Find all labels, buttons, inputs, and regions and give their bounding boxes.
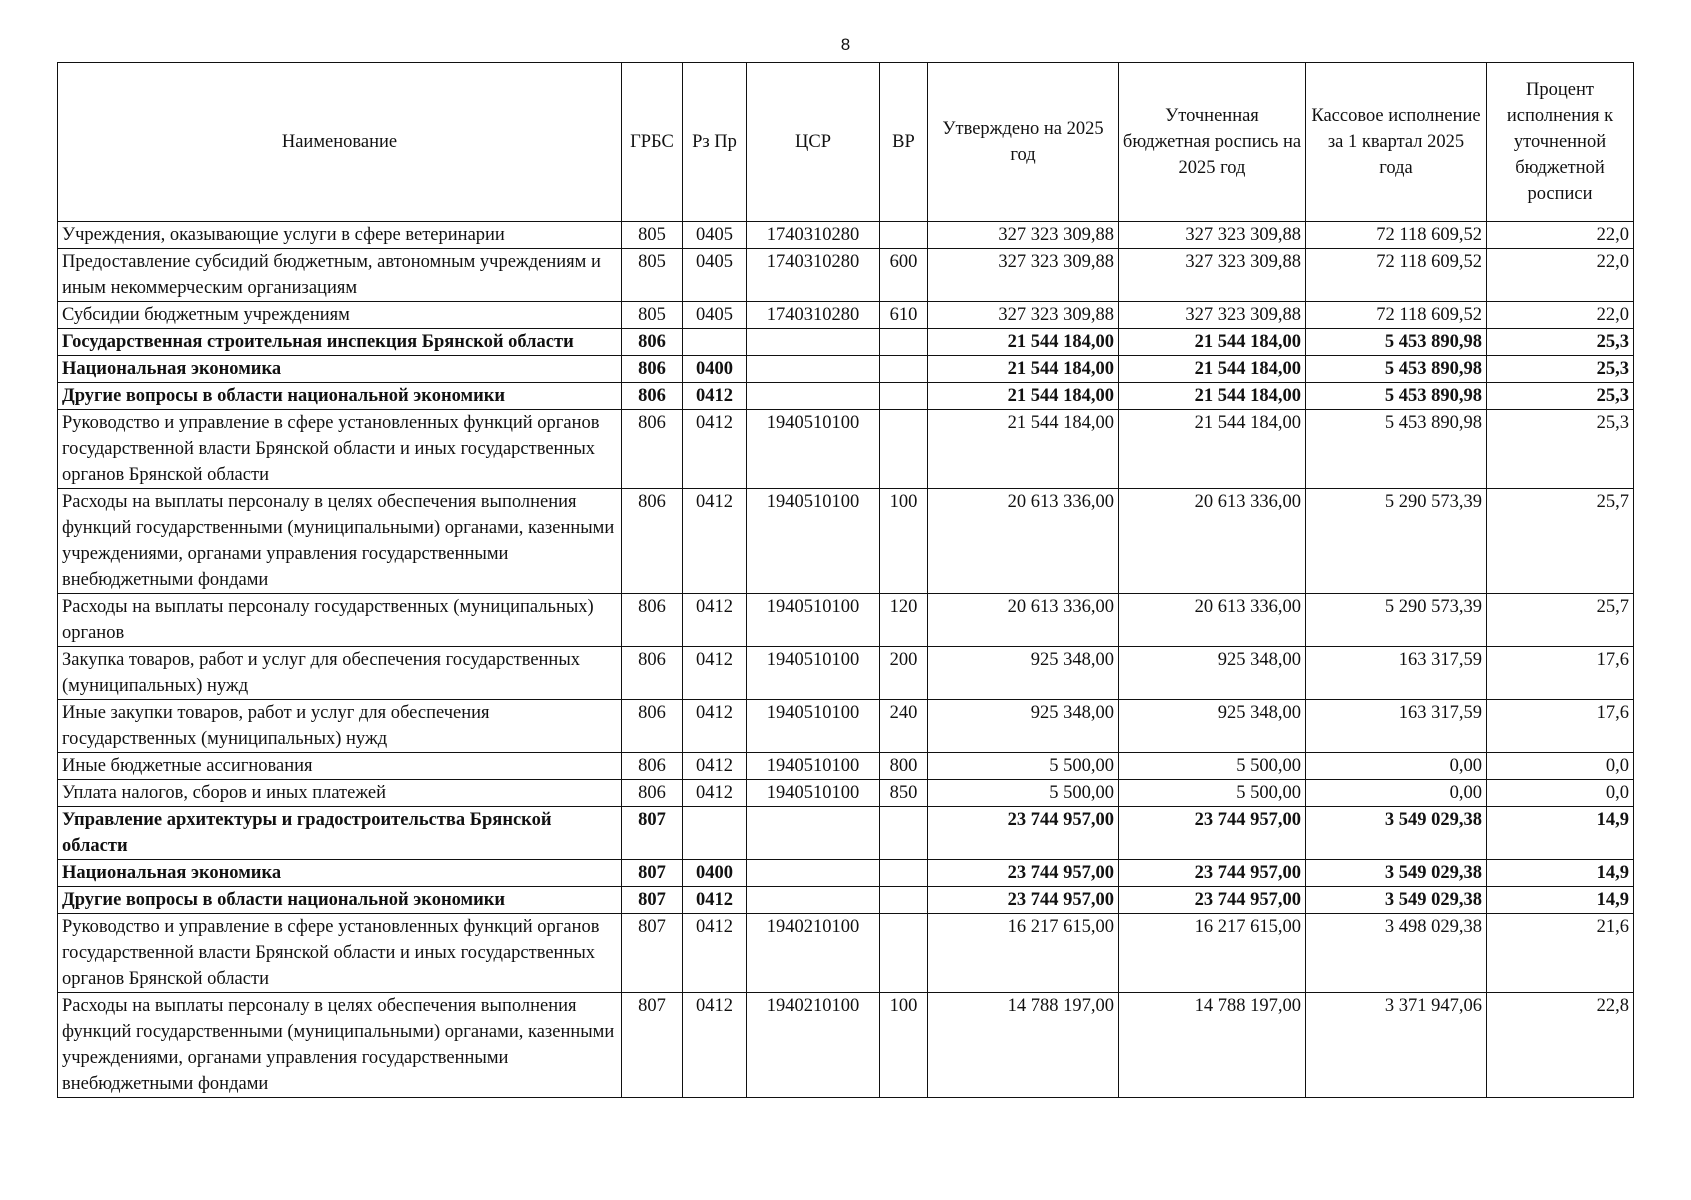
row-approved: 20 613 336,00	[928, 489, 1119, 594]
row-refined: 327 323 309,88	[1119, 249, 1306, 302]
row-grbs: 805	[622, 222, 683, 249]
row-csr: 1940510100	[747, 594, 880, 647]
row-csr	[747, 887, 880, 914]
row-cash: 5 453 890,98	[1306, 410, 1487, 489]
header-csr: ЦСР	[747, 63, 880, 222]
row-vr: 600	[880, 249, 928, 302]
table-row	[58, 356, 1634, 383]
row-grbs: 807	[622, 993, 683, 1098]
row-grbs: 806	[622, 489, 683, 594]
header-vr: ВР	[880, 63, 928, 222]
row-rzpr: 0412	[683, 410, 747, 489]
row-grbs: 806	[622, 700, 683, 753]
row-grbs: 806	[622, 780, 683, 807]
row-grbs: 805	[622, 302, 683, 329]
row-percent: 21,6	[1487, 914, 1634, 993]
row-refined: 925 348,00	[1119, 700, 1306, 753]
row-vr	[880, 329, 928, 356]
row-rzpr: 0405	[683, 249, 747, 302]
row-grbs: 807	[622, 807, 683, 860]
row-name: Другие вопросы в области национальной экономики	[58, 383, 622, 410]
row-percent: 14,9	[1487, 807, 1634, 860]
row-cash: 5 290 573,39	[1306, 489, 1487, 594]
row-csr: 1940510100	[747, 700, 880, 753]
row-name: Руководство и управление в сфере установленных функций органов государственной власти Брянской области и иных государственных органов Брянской области	[58, 410, 622, 489]
row-cash: 5 290 573,39	[1306, 594, 1487, 647]
row-name: Другие вопросы в области национальной экономики	[58, 887, 622, 914]
row-cash: 3 371 947,06	[1306, 993, 1487, 1098]
row-csr: 1940510100	[747, 753, 880, 780]
row-vr	[880, 222, 928, 249]
row-name: Руководство и управление в сфере установленных функций органов государственной власти Брянской области и иных государственных органов Брянской области	[58, 914, 622, 993]
row-percent: 14,9	[1487, 887, 1634, 914]
row-rzpr: 0400	[683, 356, 747, 383]
row-grbs: 806	[622, 410, 683, 489]
row-cash: 3 549 029,38	[1306, 887, 1487, 914]
row-csr: 1940510100	[747, 780, 880, 807]
row-csr	[747, 383, 880, 410]
row-name: Иные бюджетные ассигнования	[58, 753, 622, 780]
row-vr: 610	[880, 302, 928, 329]
row-percent: 25,7	[1487, 594, 1634, 647]
row-percent: 0,0	[1487, 753, 1634, 780]
row-vr	[880, 860, 928, 887]
row-csr: 1940210100	[747, 993, 880, 1098]
row-csr: 1940510100	[747, 489, 880, 594]
row-rzpr: 0412	[683, 780, 747, 807]
row-cash: 0,00	[1306, 753, 1487, 780]
row-refined: 327 323 309,88	[1119, 222, 1306, 249]
row-percent: 22,0	[1487, 222, 1634, 249]
table-row	[58, 780, 1634, 807]
row-approved: 14 788 197,00	[928, 993, 1119, 1098]
row-refined: 23 744 957,00	[1119, 887, 1306, 914]
row-rzpr: 0412	[683, 383, 747, 410]
row-rzpr: 0405	[683, 222, 747, 249]
row-cash: 5 453 890,98	[1306, 329, 1487, 356]
row-cash: 5 453 890,98	[1306, 356, 1487, 383]
row-percent: 17,6	[1487, 700, 1634, 753]
row-grbs: 807	[622, 860, 683, 887]
table-row	[58, 753, 1634, 780]
row-csr	[747, 329, 880, 356]
header-name: Наименование	[58, 63, 622, 222]
row-name: Расходы на выплаты персоналу в целях обеспечения выполнения функций государственными (муниципальными) органами, казенными учреждениями, органами управления государственными внебюджетными фондами	[58, 489, 622, 594]
row-name: Закупка товаров, работ и услуг для обеспечения государственных (муниципальных) нужд	[58, 647, 622, 700]
row-name: Национальная экономика	[58, 860, 622, 887]
row-approved: 23 744 957,00	[928, 887, 1119, 914]
row-grbs: 807	[622, 887, 683, 914]
row-cash: 72 118 609,52	[1306, 302, 1487, 329]
row-vr	[880, 410, 928, 489]
row-csr	[747, 807, 880, 860]
table-row	[58, 594, 1634, 647]
row-vr	[880, 383, 928, 410]
row-approved: 23 744 957,00	[928, 807, 1119, 860]
row-approved: 5 500,00	[928, 780, 1119, 807]
row-approved: 5 500,00	[928, 753, 1119, 780]
row-vr: 100	[880, 489, 928, 594]
row-csr	[747, 860, 880, 887]
row-rzpr: 0412	[683, 993, 747, 1098]
table-row	[58, 329, 1634, 356]
table-row	[58, 860, 1634, 887]
row-percent: 22,0	[1487, 249, 1634, 302]
row-grbs: 806	[622, 753, 683, 780]
row-percent: 25,3	[1487, 356, 1634, 383]
row-approved: 327 323 309,88	[928, 249, 1119, 302]
table-row	[58, 383, 1634, 410]
row-vr	[880, 807, 928, 860]
header-cash: Кассовое исполнение за 1 квартал 2025 года	[1306, 63, 1487, 222]
row-refined: 21 544 184,00	[1119, 410, 1306, 489]
row-name: Национальная экономика	[58, 356, 622, 383]
table-row	[58, 807, 1634, 860]
row-vr: 240	[880, 700, 928, 753]
table-row	[58, 249, 1634, 302]
row-name: Государственная строительная инспекция Брянской области	[58, 329, 622, 356]
row-percent: 25,3	[1487, 329, 1634, 356]
row-refined: 16 217 615,00	[1119, 914, 1306, 993]
row-csr: 1940510100	[747, 647, 880, 700]
row-grbs: 806	[622, 329, 683, 356]
row-cash: 163 317,59	[1306, 700, 1487, 753]
table-row	[58, 647, 1634, 700]
row-csr: 1740310280	[747, 249, 880, 302]
row-cash: 163 317,59	[1306, 647, 1487, 700]
table-row	[58, 222, 1634, 249]
table-body	[58, 222, 1634, 1098]
table-row	[58, 700, 1634, 753]
row-vr	[880, 356, 928, 383]
row-percent: 0,0	[1487, 780, 1634, 807]
row-cash: 3 549 029,38	[1306, 807, 1487, 860]
row-approved: 327 323 309,88	[928, 222, 1119, 249]
row-vr: 850	[880, 780, 928, 807]
row-approved: 327 323 309,88	[928, 302, 1119, 329]
row-percent: 22,0	[1487, 302, 1634, 329]
header-approved: Утверждено на 2025 год	[928, 63, 1119, 222]
row-refined: 23 744 957,00	[1119, 807, 1306, 860]
header-percent: Процент исполнения к уточненной бюджетной росписи	[1487, 63, 1634, 222]
row-percent: 14,9	[1487, 860, 1634, 887]
row-refined: 925 348,00	[1119, 647, 1306, 700]
row-vr: 200	[880, 647, 928, 700]
table-row	[58, 993, 1634, 1098]
table-row	[58, 302, 1634, 329]
row-approved: 21 544 184,00	[928, 329, 1119, 356]
header-rzpr: Рз Пр	[683, 63, 747, 222]
row-approved: 16 217 615,00	[928, 914, 1119, 993]
row-rzpr: 0412	[683, 594, 747, 647]
row-csr: 1940210100	[747, 914, 880, 993]
row-grbs: 805	[622, 249, 683, 302]
row-grbs: 806	[622, 356, 683, 383]
table-row	[58, 914, 1634, 993]
row-rzpr: 0412	[683, 887, 747, 914]
row-grbs: 807	[622, 914, 683, 993]
row-vr: 120	[880, 594, 928, 647]
row-vr: 100	[880, 993, 928, 1098]
row-refined: 23 744 957,00	[1119, 860, 1306, 887]
row-rzpr: 0405	[683, 302, 747, 329]
row-cash: 3 498 029,38	[1306, 914, 1487, 993]
row-name: Расходы на выплаты персоналу государственных (муниципальных) органов	[58, 594, 622, 647]
row-rzpr: 0412	[683, 700, 747, 753]
row-refined: 327 323 309,88	[1119, 302, 1306, 329]
row-csr: 1940510100	[747, 410, 880, 489]
page-number: 8	[840, 35, 851, 54]
row-rzpr: 0412	[683, 753, 747, 780]
row-csr	[747, 356, 880, 383]
row-refined: 21 544 184,00	[1119, 383, 1306, 410]
row-percent: 25,3	[1487, 383, 1634, 410]
row-refined: 20 613 336,00	[1119, 489, 1306, 594]
row-approved: 23 744 957,00	[928, 860, 1119, 887]
row-cash: 72 118 609,52	[1306, 222, 1487, 249]
row-refined: 14 788 197,00	[1119, 993, 1306, 1098]
row-cash: 3 549 029,38	[1306, 860, 1487, 887]
row-grbs: 806	[622, 647, 683, 700]
row-rzpr	[683, 329, 747, 356]
row-name: Иные закупки товаров, работ и услуг для обеспечения государственных (муниципальных) нужд	[58, 700, 622, 753]
row-rzpr: 0412	[683, 914, 747, 993]
row-approved: 925 348,00	[928, 700, 1119, 753]
row-cash: 5 453 890,98	[1306, 383, 1487, 410]
row-name: Уплата налогов, сборов и иных платежей	[58, 780, 622, 807]
row-approved: 21 544 184,00	[928, 356, 1119, 383]
row-vr: 800	[880, 753, 928, 780]
row-rzpr: 0400	[683, 860, 747, 887]
table-row	[58, 887, 1634, 914]
budget-table	[57, 62, 1634, 1098]
row-csr: 1740310280	[747, 302, 880, 329]
row-percent: 25,3	[1487, 410, 1634, 489]
table-row	[58, 410, 1634, 489]
row-percent: 25,7	[1487, 489, 1634, 594]
row-name: Управление архитектуры и градостроительства Брянской области	[58, 807, 622, 860]
row-name: Учреждения, оказывающие услуги в сфере ветеринарии	[58, 222, 622, 249]
row-refined: 21 544 184,00	[1119, 329, 1306, 356]
row-name: Субсидии бюджетным учреждениям	[58, 302, 622, 329]
row-rzpr: 0412	[683, 647, 747, 700]
row-percent: 22,8	[1487, 993, 1634, 1098]
row-name: Расходы на выплаты персоналу в целях обеспечения выполнения функций государственными (муниципальными) органами, казенными учреждениями, органами управления государственными внебюджетными фондами	[58, 993, 622, 1098]
row-approved: 21 544 184,00	[928, 410, 1119, 489]
row-approved: 20 613 336,00	[928, 594, 1119, 647]
table-row	[58, 489, 1634, 594]
row-approved: 21 544 184,00	[928, 383, 1119, 410]
row-refined: 21 544 184,00	[1119, 356, 1306, 383]
row-cash: 72 118 609,52	[1306, 249, 1487, 302]
row-refined: 20 613 336,00	[1119, 594, 1306, 647]
row-grbs: 806	[622, 383, 683, 410]
row-name: Предоставление субсидий бюджетным, автономным учреждениям и иным некоммерческим организациям	[58, 249, 622, 302]
row-refined: 5 500,00	[1119, 780, 1306, 807]
header-refined: Уточненная бюджетная роспись на 2025 год	[1119, 63, 1306, 222]
row-rzpr: 0412	[683, 489, 747, 594]
row-vr	[880, 914, 928, 993]
header-grbs: ГРБС	[622, 63, 683, 222]
row-vr	[880, 887, 928, 914]
row-csr: 1740310280	[747, 222, 880, 249]
row-percent: 17,6	[1487, 647, 1634, 700]
row-cash: 0,00	[1306, 780, 1487, 807]
row-grbs: 806	[622, 594, 683, 647]
row-approved: 925 348,00	[928, 647, 1119, 700]
table-header-row	[58, 63, 1634, 222]
row-refined: 5 500,00	[1119, 753, 1306, 780]
row-rzpr	[683, 807, 747, 860]
